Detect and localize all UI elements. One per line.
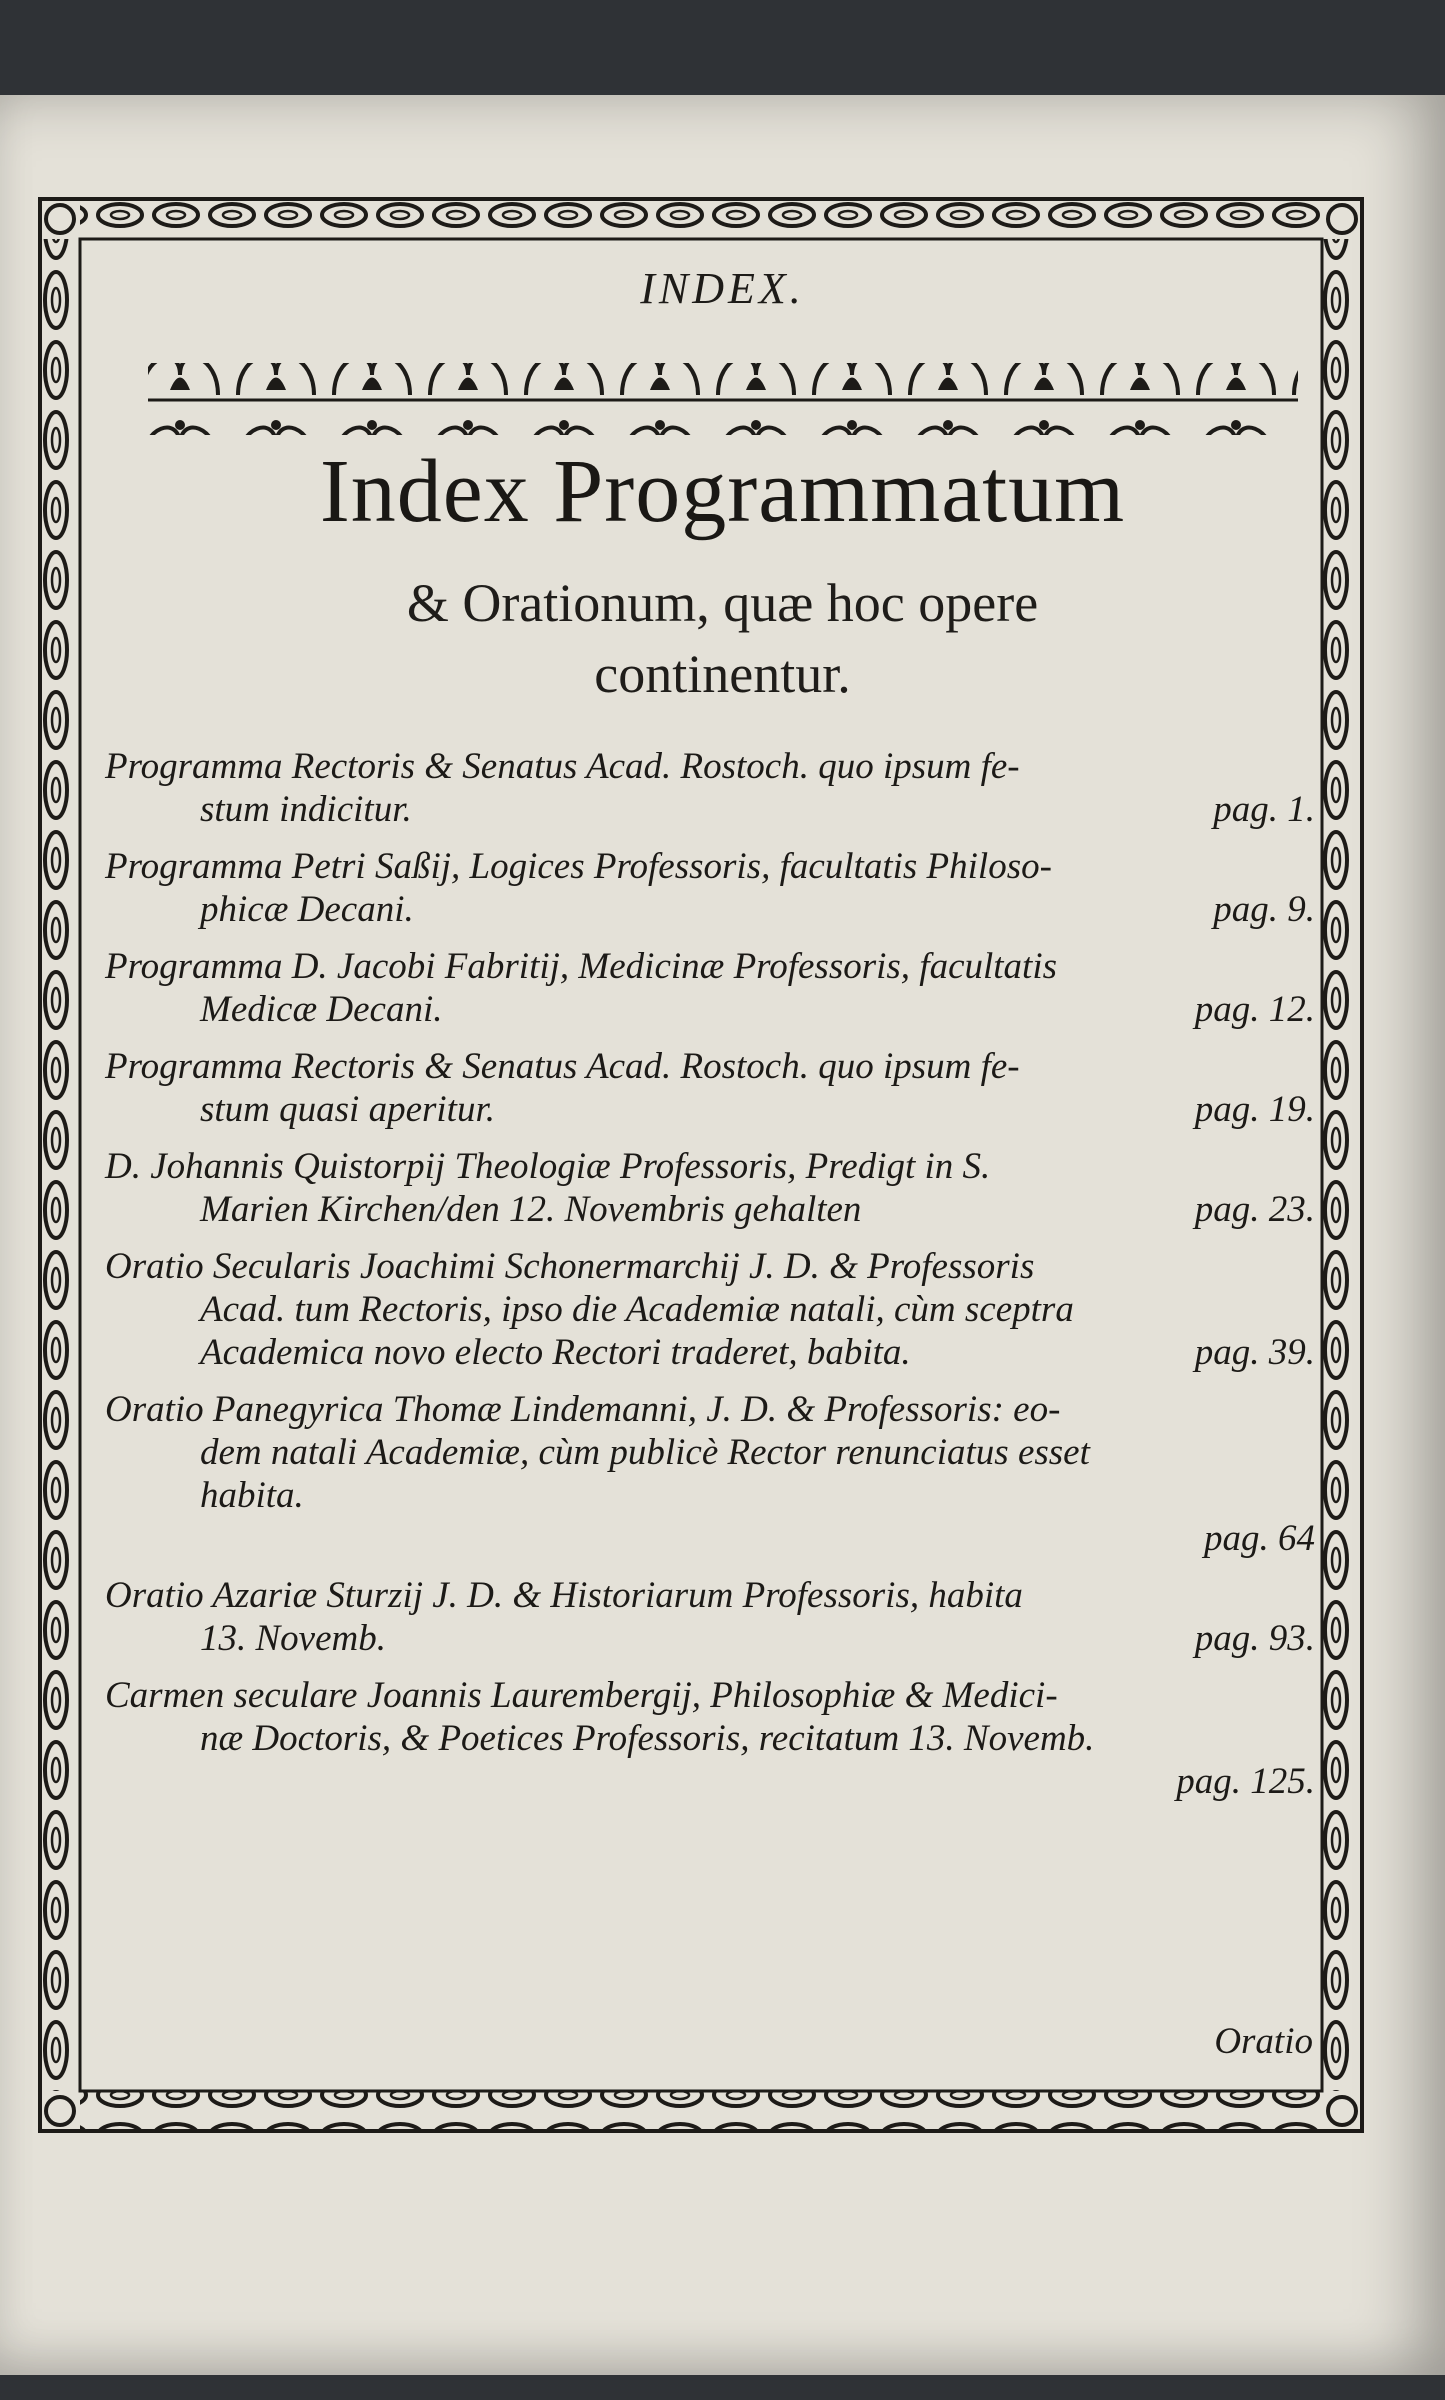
page-reference: pag. 9.: [1213, 889, 1315, 930]
page-reference: pag. 19.: [1194, 1089, 1315, 1130]
page-title: Index Programmatum: [319, 442, 1126, 541]
index-entry: [105, 1245, 1315, 1374]
index-entry: [105, 1574, 1315, 1660]
page-reference: pag. 93.: [1194, 1618, 1315, 1659]
entry-line: dem natali Academiæ, cùm publicè Rector renunciatus esset: [200, 1432, 1090, 1473]
entry-line: Medicæ Decani.: [200, 989, 443, 1030]
index-entry: [105, 1145, 1315, 1231]
index-entries: [105, 745, 1315, 1817]
running-head: INDEX.: [640, 264, 805, 313]
page-reference: pag. 23.: [1194, 1189, 1315, 1230]
entry-line: Oratio Panegyrica Thomæ Lindemanni, J. D. & Professoris: eo-: [105, 1389, 1061, 1430]
entry-line: Acad. tum Rectoris, ipso die Academiæ natali, cùm sceptra: [200, 1289, 1074, 1330]
entry-line: phicæ Decani.: [200, 889, 414, 930]
subtitle-line-1: & Orationum, quæ hoc opere: [406, 573, 1039, 633]
entry-line: habita.: [200, 1475, 304, 1516]
index-entry: [105, 1388, 1315, 1560]
page-reference: pag. 125.: [1176, 1761, 1315, 1802]
page-reference: pag. 39.: [1194, 1332, 1315, 1373]
entry-line: Academica novo electo Rectori traderet, babita.: [200, 1332, 911, 1373]
entry-line: Programma D. Jacobi Fabritij, Medicinæ Professoris, facultatis: [105, 946, 1058, 987]
index-entry: [105, 1045, 1315, 1131]
entry-line: stum quasi aperitur.: [200, 1089, 496, 1130]
entry-line: Programma Rectoris & Senatus Acad. Rostoch. quo ipsum fe-: [105, 746, 1020, 787]
entry-line: Oratio Secularis Joachimi Schonermarchij J. D. & Professoris: [105, 1246, 1035, 1287]
entry-line: Oratio Azariæ Sturzij J. D. & Historiarum Professoris, habita: [105, 1575, 1023, 1616]
entry-line: Carmen seculare Joannis Laurembergij, Philosophiæ & Medici-: [105, 1675, 1058, 1716]
entry-line: D. Johannis Quistorpij Theologiæ Professoris, Predigt in S.: [105, 1146, 991, 1187]
page-reference: pag. 1.: [1213, 789, 1315, 830]
subtitle-line-2: continentur.: [594, 644, 851, 704]
entry-line: Programma Rectoris & Senatus Acad. Rostoch. quo ipsum fe-: [105, 1046, 1020, 1087]
page-reference: pag. 12.: [1194, 989, 1315, 1030]
index-entry: [105, 945, 1315, 1031]
page-reference: pag. 64: [1204, 1518, 1315, 1559]
entry-line: Programma Petri Saßij, Logices Professoris, facultatis Philoso-: [105, 846, 1052, 887]
catchword: Oratio: [1214, 2021, 1313, 2062]
entry-line: stum indicitur.: [200, 789, 412, 830]
index-entry: [105, 845, 1315, 931]
entry-line: 13. Novemb.: [200, 1618, 386, 1659]
index-entry: [105, 745, 1315, 831]
index-entry: [105, 1674, 1315, 1803]
entry-line: næ Doctoris, & Poetices Professoris, recitatum 13. Novemb.: [200, 1718, 1095, 1759]
entry-line: Marien Kirchen/den 12. Novembris gehalten: [200, 1189, 862, 1230]
